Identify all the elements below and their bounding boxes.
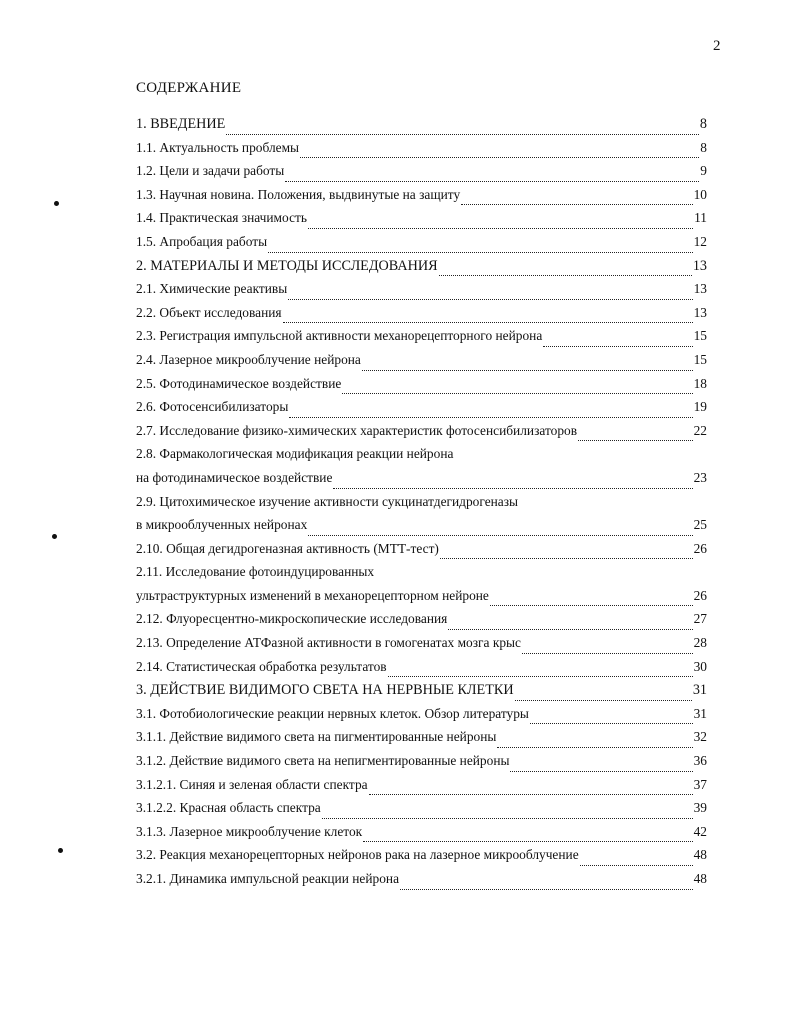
toc-entry bbox=[136, 328, 707, 352]
toc-entry bbox=[136, 635, 707, 659]
toc-entry-title: 2.14. Статистическая обработка результатов bbox=[136, 658, 387, 674]
toc-entry bbox=[136, 423, 707, 447]
toc-leader-dots bbox=[543, 346, 692, 347]
toc-entry-title: в микрооблученных нейронах bbox=[136, 517, 308, 533]
toc-entry-page: 32 bbox=[693, 729, 707, 745]
toc-leader-dots bbox=[288, 299, 692, 300]
toc-entry-page: 36 bbox=[693, 753, 707, 769]
toc-entry-title: 1.2. Цели и задачи работы bbox=[136, 163, 285, 179]
toc-entry-title: 1.3. Научная новина. Положения, выдвинутые на защиту bbox=[136, 186, 461, 202]
toc-entry-page: 13 bbox=[693, 304, 707, 320]
toc-leader-dots bbox=[342, 393, 692, 394]
toc-leader-dots bbox=[369, 794, 693, 795]
toc-entry-title: 2. МАТЕРИАЛЫ И МЕТОДЫ ИССЛЕДОВАНИЯ bbox=[136, 257, 438, 274]
toc-entry bbox=[136, 824, 707, 848]
toc-leader-dots bbox=[522, 653, 693, 654]
toc-entry-page: 42 bbox=[693, 823, 707, 839]
toc-entry-page: 23 bbox=[693, 469, 707, 485]
toc-entry-title: 3.1. Фотобиологические реакции нервных клеток. Обзор литературы bbox=[136, 705, 529, 721]
toc-entry-title: 3.2.1. Динамика импульсной реакции нейрона bbox=[136, 871, 400, 886]
toc-entry-page: 48 bbox=[693, 847, 707, 863]
toc-entry bbox=[136, 234, 707, 258]
margin-bullet bbox=[52, 534, 57, 539]
toc-entry bbox=[136, 116, 707, 140]
toc-entry-page: 10 bbox=[693, 186, 707, 202]
toc-leader-dots bbox=[439, 275, 692, 276]
toc-entry-title: 3.2. Реакция механорецепторных нейронов рака на лазерное микрооблучение bbox=[136, 847, 579, 863]
toc-entry-page: 48 bbox=[693, 871, 707, 886]
toc-entry-title: на фотодинамическое воздействие bbox=[136, 469, 333, 485]
margin-bullet bbox=[54, 201, 59, 206]
toc-entry-page: 39 bbox=[693, 800, 707, 816]
toc-entry-title: 1. ВВЕДЕНИЕ bbox=[136, 116, 226, 132]
toc-leader-dots bbox=[289, 417, 692, 418]
toc-entry bbox=[136, 847, 707, 871]
toc-entry bbox=[136, 399, 707, 423]
toc-leader-dots bbox=[300, 157, 699, 158]
table-of-contents bbox=[136, 116, 707, 895]
toc-entry-page: 28 bbox=[693, 635, 707, 651]
toc-entry-page: 27 bbox=[693, 611, 707, 627]
toc-entry-title: 2.8. Фармакологическая модификация реакции нейрона bbox=[136, 446, 454, 462]
toc-entry-title: 1.5. Апробация работы bbox=[136, 233, 268, 249]
toc-heading: СОДЕРЖАНИЕ bbox=[136, 80, 242, 96]
toc-entry-title: 1.4. Практическая значимость bbox=[136, 210, 307, 226]
toc-leader-dots bbox=[515, 700, 692, 701]
toc-entry-title: 2.6. Фотосенсибилизаторы bbox=[136, 399, 289, 415]
toc-leader-dots bbox=[490, 605, 693, 606]
toc-entry-title: 3. ДЕЙСТВИЕ ВИДИМОГО СВЕТА НА НЕРВНЫЕ КЛЕТКИ bbox=[136, 682, 514, 699]
toc-entry bbox=[136, 210, 707, 234]
toc-entry bbox=[136, 800, 707, 824]
toc-entry-title: ультраструктурных изменений в механорецепторном нейроне bbox=[136, 587, 489, 603]
toc-entry-page: 30 bbox=[693, 658, 707, 674]
toc-entry-page: 19 bbox=[693, 399, 707, 415]
toc-entry bbox=[136, 305, 707, 329]
toc-entry-title: 2.2. Объект исследования bbox=[136, 304, 282, 320]
toc-entry-title: 2.9. Цитохимическое изучение активности сукцинатдегидрогеназы bbox=[136, 493, 519, 509]
toc-leader-dots bbox=[388, 676, 693, 677]
toc-entry-page: 18 bbox=[693, 375, 707, 391]
toc-entry-title: 2.12. Флуоресцентно-микроскопические исследования bbox=[136, 611, 448, 627]
toc-entry bbox=[136, 871, 707, 895]
toc-entry-page: 12 bbox=[693, 233, 707, 249]
margin-bullet bbox=[58, 848, 63, 853]
toc-entry-title: 3.1.2.1. Синяя и зеленая области спектра bbox=[136, 776, 368, 792]
toc-entry bbox=[136, 281, 707, 305]
toc-entry-page: 13 bbox=[692, 257, 707, 274]
toc-entry-page: 25 bbox=[693, 517, 707, 533]
toc-entry-title: 2.10. Общая дегидрогеназная активность (МТТ-тест) bbox=[136, 540, 439, 556]
toc-entry-page: 8 bbox=[700, 139, 707, 155]
toc-leader-dots bbox=[580, 865, 693, 866]
toc-entry bbox=[136, 258, 707, 282]
toc-entry bbox=[136, 517, 707, 541]
toc-entry-page: 9 bbox=[700, 163, 707, 179]
toc-entry bbox=[136, 494, 707, 518]
toc-entry-title: 2.5. Фотодинамическое воздействие bbox=[136, 375, 342, 391]
toc-entry bbox=[136, 682, 707, 706]
toc-leader-dots bbox=[308, 535, 692, 536]
toc-entry-page: 15 bbox=[693, 328, 707, 344]
toc-entry bbox=[136, 376, 707, 400]
toc-entry-page: 31 bbox=[692, 682, 707, 699]
toc-entry bbox=[136, 541, 707, 565]
toc-leader-dots bbox=[363, 841, 692, 842]
toc-entry bbox=[136, 753, 707, 777]
toc-entry-page: 26 bbox=[693, 587, 707, 603]
toc-entry bbox=[136, 729, 707, 753]
toc-entry bbox=[136, 777, 707, 801]
toc-leader-dots bbox=[530, 723, 693, 724]
toc-leader-dots bbox=[448, 629, 692, 630]
toc-entry bbox=[136, 564, 707, 588]
toc-entry bbox=[136, 446, 707, 470]
toc-entry-title: 3.1.1. Действие видимого света на пигментированные нейроны bbox=[136, 729, 497, 745]
toc-entry-page: 8 bbox=[699, 116, 707, 132]
toc-entry-title: 2.1. Химические реактивы bbox=[136, 281, 288, 297]
toc-entry-title: 3.1.3. Лазерное микрооблучение клеток bbox=[136, 823, 363, 839]
toc-leader-dots bbox=[226, 134, 699, 135]
toc-entry bbox=[136, 163, 707, 187]
toc-entry-page: 15 bbox=[693, 351, 707, 367]
toc-leader-dots bbox=[283, 322, 693, 323]
toc-entry-page: 37 bbox=[693, 776, 707, 792]
toc-entry-title: 2.13. Определение АТФазной активности в гомогенатах мозга крыс bbox=[136, 635, 521, 651]
toc-leader-dots bbox=[308, 228, 693, 229]
toc-entry bbox=[136, 470, 707, 494]
toc-entry-page: 22 bbox=[693, 422, 707, 438]
toc-entry-page: 26 bbox=[693, 540, 707, 556]
toc-leader-dots bbox=[461, 204, 692, 205]
toc-leader-dots bbox=[333, 488, 692, 489]
toc-entry-page: 11 bbox=[694, 210, 707, 226]
toc-entry-title: 1.1. Актуальность проблемы bbox=[136, 139, 300, 155]
toc-leader-dots bbox=[268, 252, 693, 253]
page-number: 2 bbox=[713, 38, 721, 54]
toc-entry bbox=[136, 352, 707, 376]
toc-leader-dots bbox=[578, 440, 693, 441]
toc-leader-dots bbox=[285, 181, 699, 182]
toc-leader-dots bbox=[362, 370, 693, 371]
toc-entry-title: 2.3. Регистрация импульсной активности механорецепторного нейрона bbox=[136, 328, 543, 344]
toc-entry bbox=[136, 588, 707, 612]
toc-entry-page: 13 bbox=[693, 281, 707, 297]
toc-entry-title: 2.11. Исследование фотоиндуцированных bbox=[136, 564, 375, 580]
toc-leader-dots bbox=[400, 889, 693, 890]
toc-entry bbox=[136, 187, 707, 211]
toc-entry-title: 2.7. Исследование физико-химических характеристик фотосенсибилизаторов bbox=[136, 422, 578, 438]
toc-entry-title: 3.1.2. Действие видимого света на непигментированные нейроны bbox=[136, 753, 510, 769]
toc-entry-title: 3.1.2.2. Красная область спектра bbox=[136, 800, 321, 816]
toc-entry bbox=[136, 659, 707, 683]
toc-leader-dots bbox=[510, 771, 692, 772]
toc-entry bbox=[136, 706, 707, 730]
toc-leader-dots bbox=[440, 558, 693, 559]
toc-entry bbox=[136, 140, 707, 164]
toc-entry-page: 31 bbox=[693, 705, 707, 721]
toc-leader-dots bbox=[322, 818, 693, 819]
toc-entry bbox=[136, 611, 707, 635]
toc-entry-title: 2.4. Лазерное микрооблучение нейрона bbox=[136, 351, 361, 367]
toc-leader-dots bbox=[497, 747, 692, 748]
